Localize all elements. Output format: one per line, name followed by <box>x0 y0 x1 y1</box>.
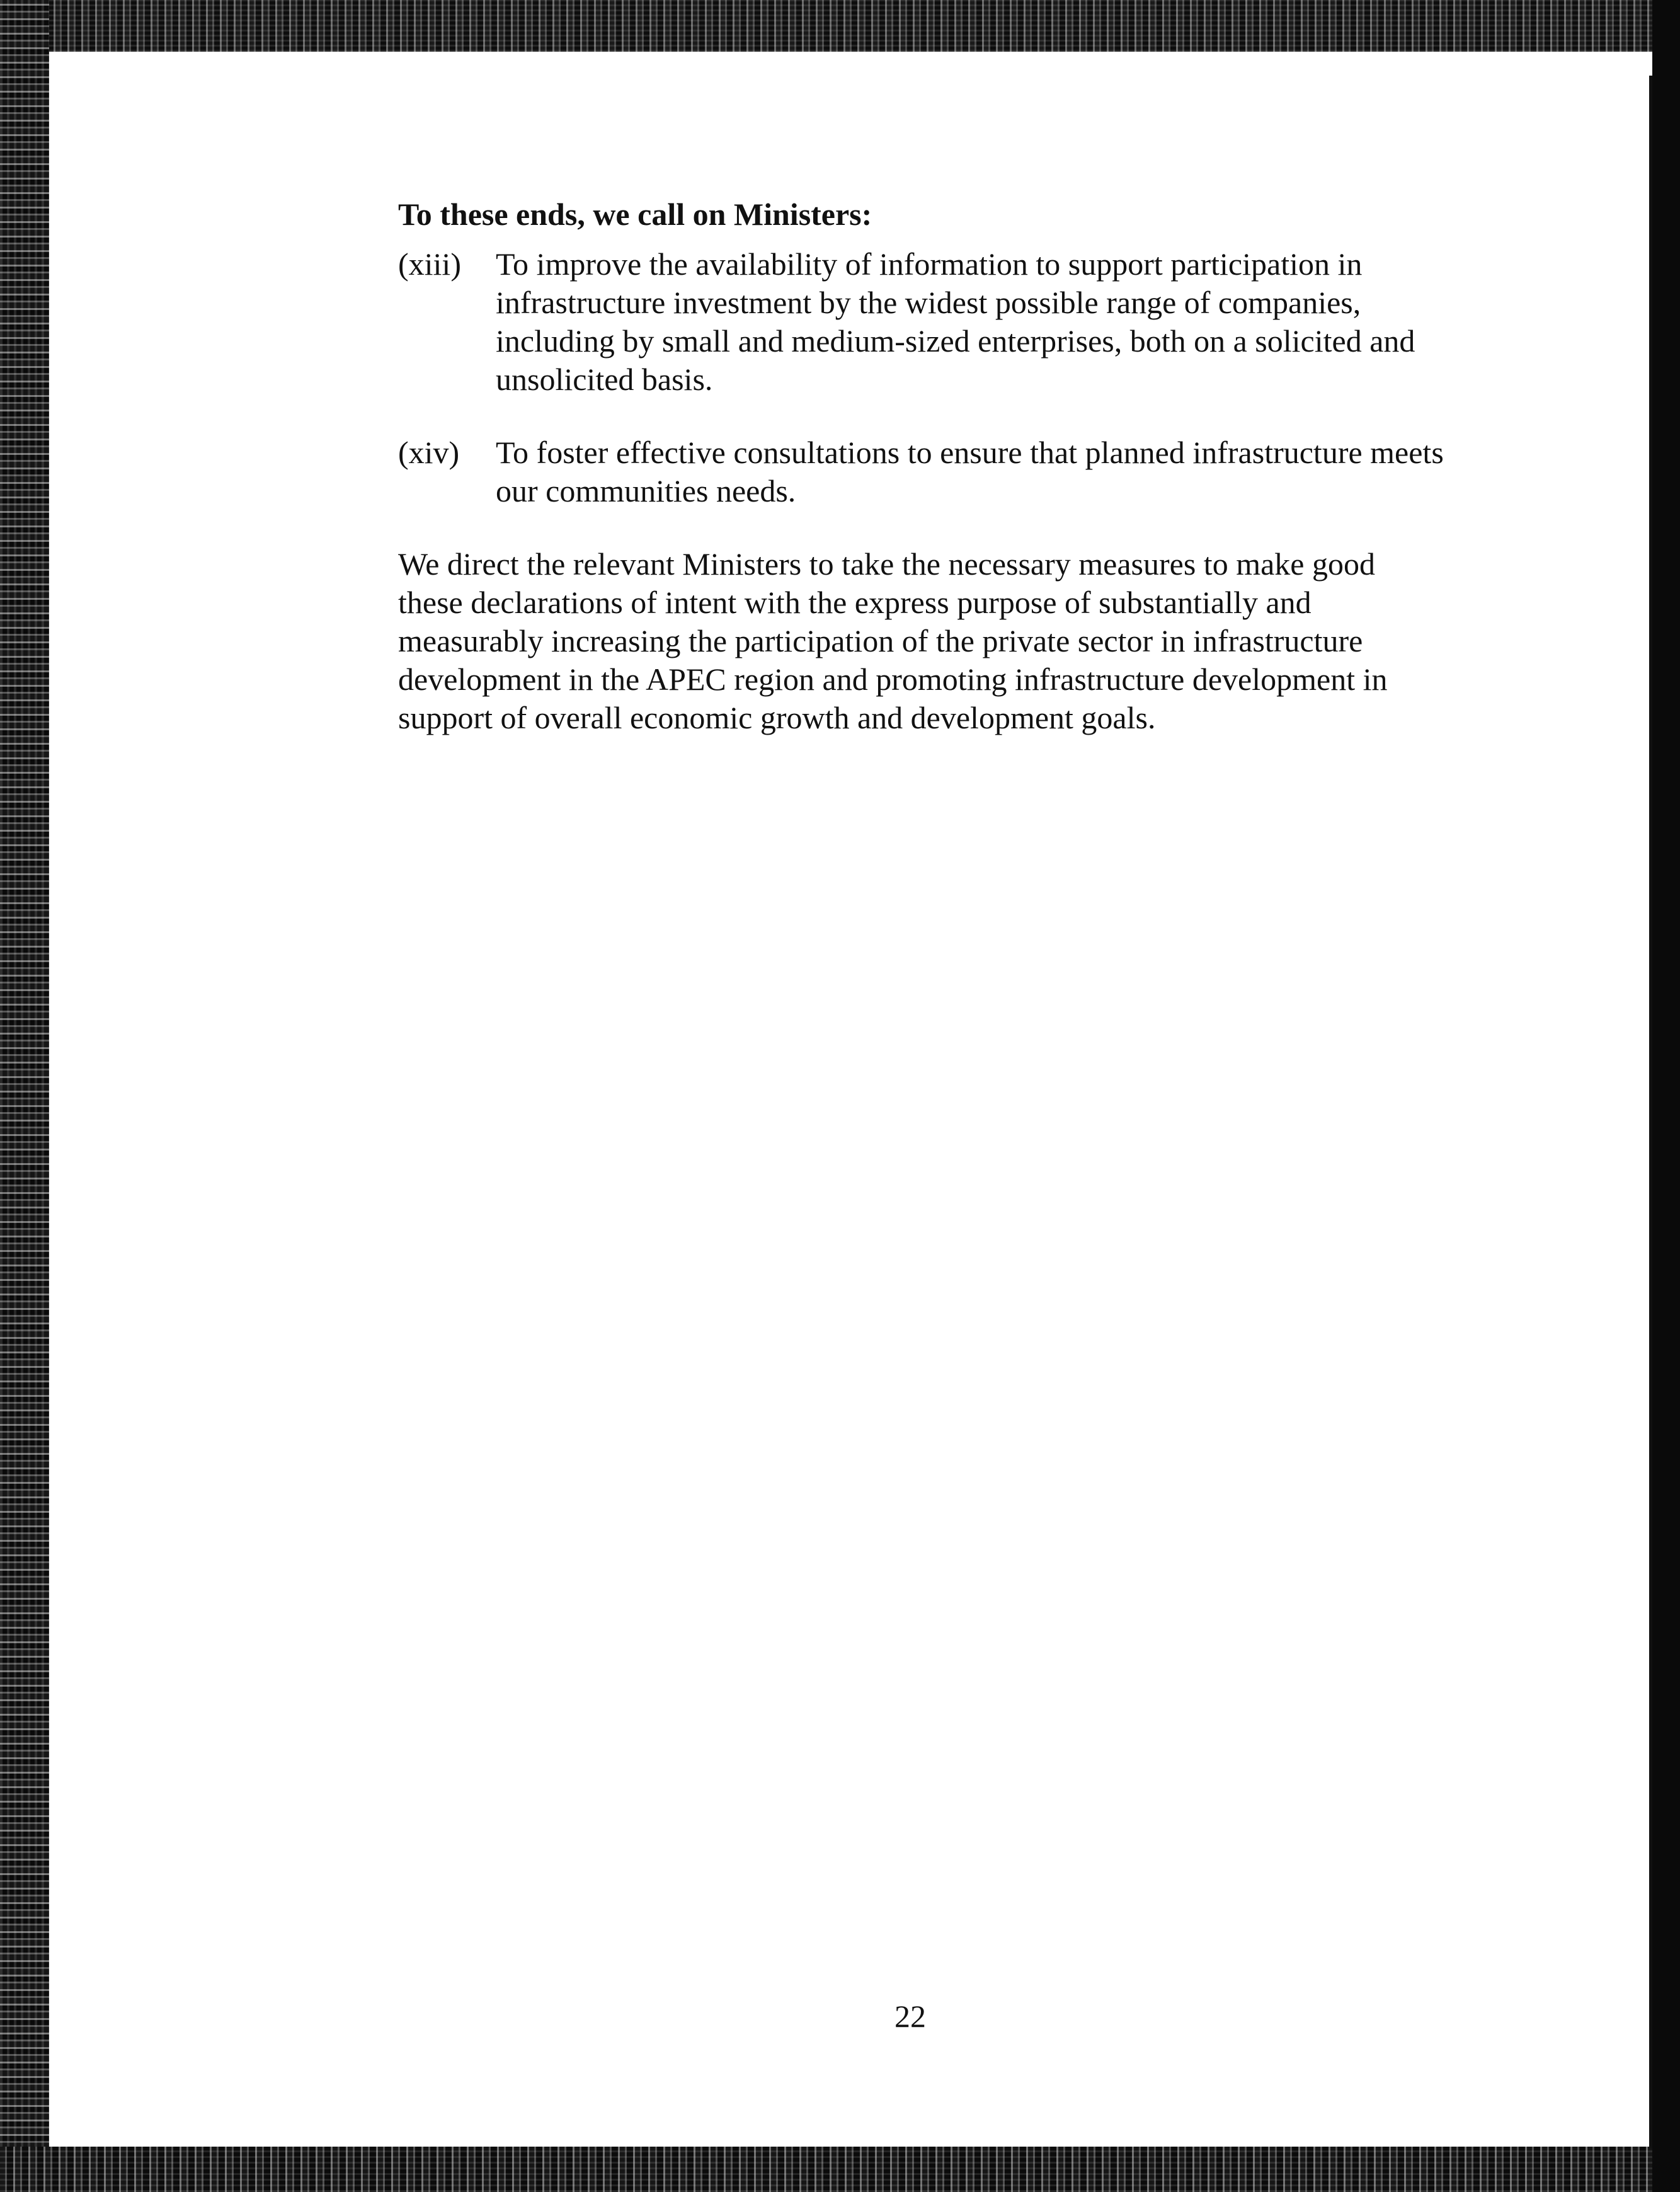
scan-border-bottom <box>0 2147 1680 2192</box>
page-edge-rule <box>1649 76 1652 2149</box>
closing-paragraph: We direct the relevant Ministers to take the necessary measures to make good these declarations of intent with the express purpose of substantially and measurably increasing the participation of the private sector in infrastructure development in the APEC region and promoting infrastructure development in support of overall economic growth and development goals. <box>398 546 1388 735</box>
list-item-xiii <box>398 245 1444 399</box>
intro-heading: To these ends, we call on Ministers: <box>398 197 872 232</box>
scan-border-top <box>0 0 1680 52</box>
list-item-xiv <box>398 433 1444 510</box>
item-text: To improve the availability of information to support participation in infrastructure investment by the widest possible range of companies, including by small and medium-sized enterprises, both on a solicited and unsolicited basis. <box>496 246 1415 397</box>
item-number: (xiv) <box>398 435 460 470</box>
scan-border-left <box>0 0 49 2192</box>
item-text: To foster effective consultations to ensure that planned infrastructure meets our communities needs. <box>496 435 1444 508</box>
document-body <box>398 195 1444 737</box>
item-number: (xiii) <box>398 246 461 282</box>
scan-border-right <box>1652 0 1680 2192</box>
page-number: 22 <box>894 1999 926 2034</box>
